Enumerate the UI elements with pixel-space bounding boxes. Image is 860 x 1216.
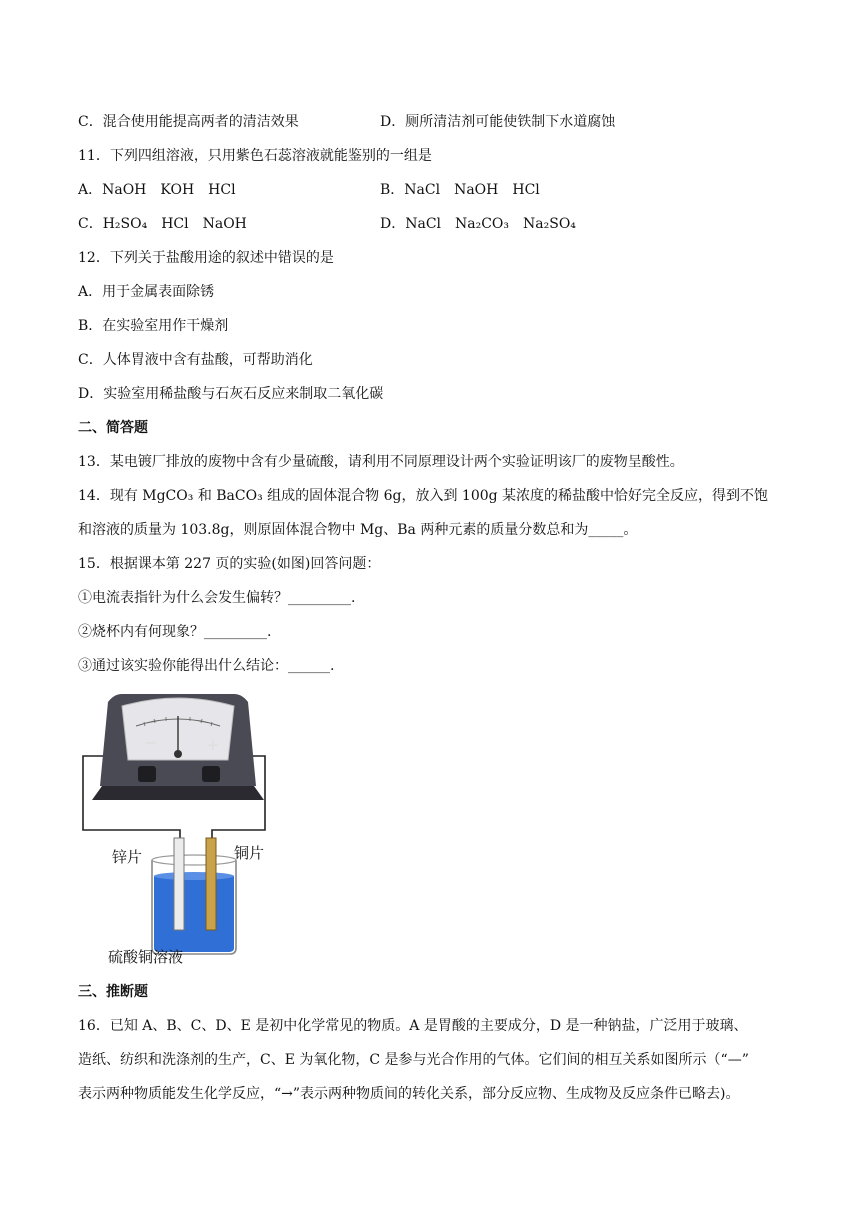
ammeter [92,694,264,800]
section-heading-3: 三、推断题 [78,984,148,1000]
question-16-line1: 16．已知 A、B、C、D、E 是初中化学常见的物质。A 是胃酸的主要成分，D 是一种钠盐，广泛用于玻璃、 [78,1018,748,1034]
terminal-right [202,766,220,782]
question-14-line2: 和溶液的质量为 103.8g，则原固体混合物中 Mg、Ba 两种元素的质量分数总和为_____。 [78,522,638,538]
question-13: 13．某电镀厂排放的废物中含有少量硫酸，请利用不同原理设计两个实验证明该厂的废物呈酸性。 [78,454,684,470]
zinc-strip [174,838,184,930]
beaker [152,855,236,954]
question-15-sub1: ①电流表指针为什么会发生偏转？_________. [78,590,356,606]
zinc-label: 锌片 [112,848,143,866]
question-16-line3: 表示两种物质能发生化学反应，“→”表示两种物质间的转化关系，部分反应物、生成物及反应条件已略去)。 [78,1086,740,1102]
copper-strip [206,838,216,930]
question-15: 15．根据课本第 227 页的实验(如图)回答问题： [78,556,381,572]
option-11d: D．NaCl Na₂CO₃ Na₂SO₄ [380,216,576,232]
galvanic-cell-figure [78,690,278,976]
option-11c: C．H₂SO₄ HCl NaOH [78,216,247,232]
terminal-left [138,766,156,782]
option-12d: D．实验室用稀盐酸与石灰石反应来制取二氧化碳 [78,386,384,402]
question-14-line1: 14．现有 MgCO₃ 和 BaCO₃ 组成的固体混合物 6g，放入到 100g 某浓度的稀盐酸中恰好完全反应，得到不饱 [78,488,769,504]
question-16-line2: 造纸、纺织和洗涤剂的生产，C、E 为氧化物，C 是参与光合作用的气体。它们间的相互关系如图所示（“—” [78,1052,749,1068]
option-12a: A．用于金属表面除锈 [78,284,215,300]
option-10d: D．厕所清洁剂可能使铁制下水道腐蚀 [380,114,616,130]
option-11b: B．NaCl NaOH HCl [380,182,540,198]
question-11: 11．下列四组溶液，只用紫色石蕊溶液就能鉴别的一组是 [78,148,432,164]
question-15-sub3: ③通过该实验你能得出什么结论：______. [78,658,335,674]
option-12c: C．人体胃液中含有盐酸，可帮助消化 [78,352,313,368]
section-heading-2: 二、简答题 [78,420,148,436]
copper-label: 铜片 [234,844,265,862]
option-12b: B．在实验室用作干燥剂 [78,318,229,334]
solution-label: 硫酸铜溶液 [108,948,184,966]
option-10c: C．混合使用能提高两者的清洁效果 [78,114,299,130]
copper-sulfate-solution [154,876,234,952]
question-15-sub2: ②烧杯内有何现象？_________. [78,624,272,640]
meter-plus-sign: + [206,735,220,754]
option-11a: A．NaOH KOH HCl [78,182,236,198]
question-12: 12．下列关于盐酸用途的叙述中错误的是 [78,250,334,266]
meter-minus-sign: − [144,733,158,752]
